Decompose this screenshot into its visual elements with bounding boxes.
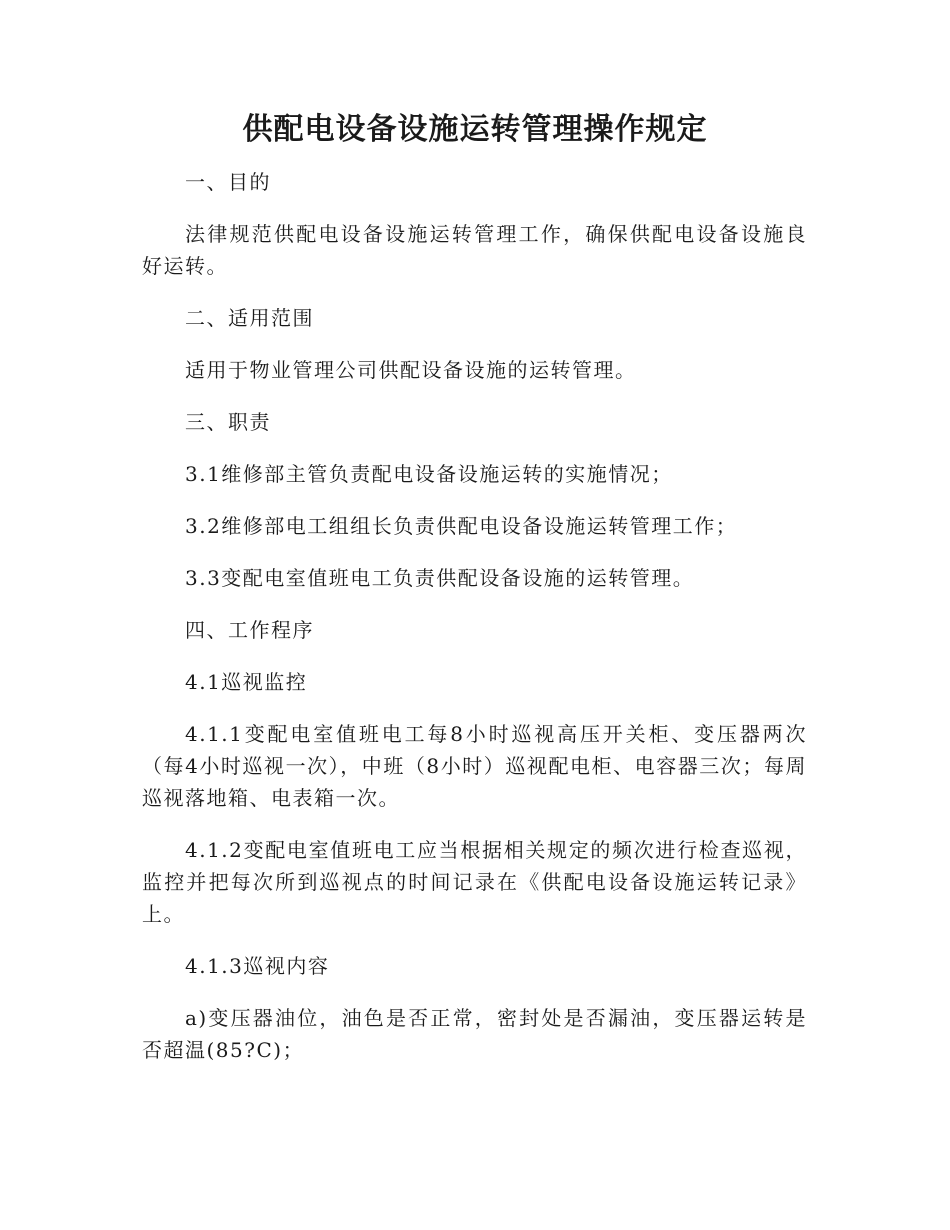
section-heading-purpose: 一、目的 [185, 170, 271, 194]
paragraph-responsibility-3-2: 3.2维修部电工组组长负责供配电设备设施运转管理工作； [185, 514, 738, 538]
document-body [142, 166, 807, 1086]
subsection-heading-4-1: 4.1巡视监控 [185, 670, 308, 694]
paragraph-scope: 适用于物业管理公司供配设备设施的运转管理。 [185, 358, 637, 382]
section-heading-procedure: 四、工作程序 [185, 618, 314, 642]
paragraph-responsibility-3-3: 3.3变配电室值班电工负责供配设备设施的运转管理。 [185, 566, 695, 590]
paragraph-4-1-2: 4.1.2变配电室值班电工应当根据相关规定的频次进行检查巡视，监控并把每次所到巡视点的时间记录在《供配电设备设施运转记录》上。 [142, 838, 807, 926]
section-heading-scope: 二、适用范围 [185, 306, 314, 330]
paragraph-purpose: 法律规范供配电设备设施运转管理工作，确保供配电设备设施良好运转。 [142, 222, 807, 278]
section-heading-responsibilities: 三、职责 [185, 410, 271, 434]
paragraph-item-a: a)变压器油位，油色是否正常，密封处是否漏油，变压器运转是否超温(85?C)； [142, 1006, 807, 1062]
paragraph-responsibility-3-1: 3.1维修部主管负责配电设备设施运转的实施情况； [185, 462, 673, 486]
subsection-heading-4-1-3: 4.1.3巡视内容 [185, 954, 330, 978]
page-title: 供配电设备设施运转管理操作规定 [242, 112, 708, 147]
paragraph-4-1-1: 4.1.1变配电室值班电工每8小时巡视高压开关柜、变压器两次（每4小时巡视一次），中班（8小时）巡视配电柜、电容器三次；每周巡视落地箱、电表箱一次。 [142, 722, 807, 810]
